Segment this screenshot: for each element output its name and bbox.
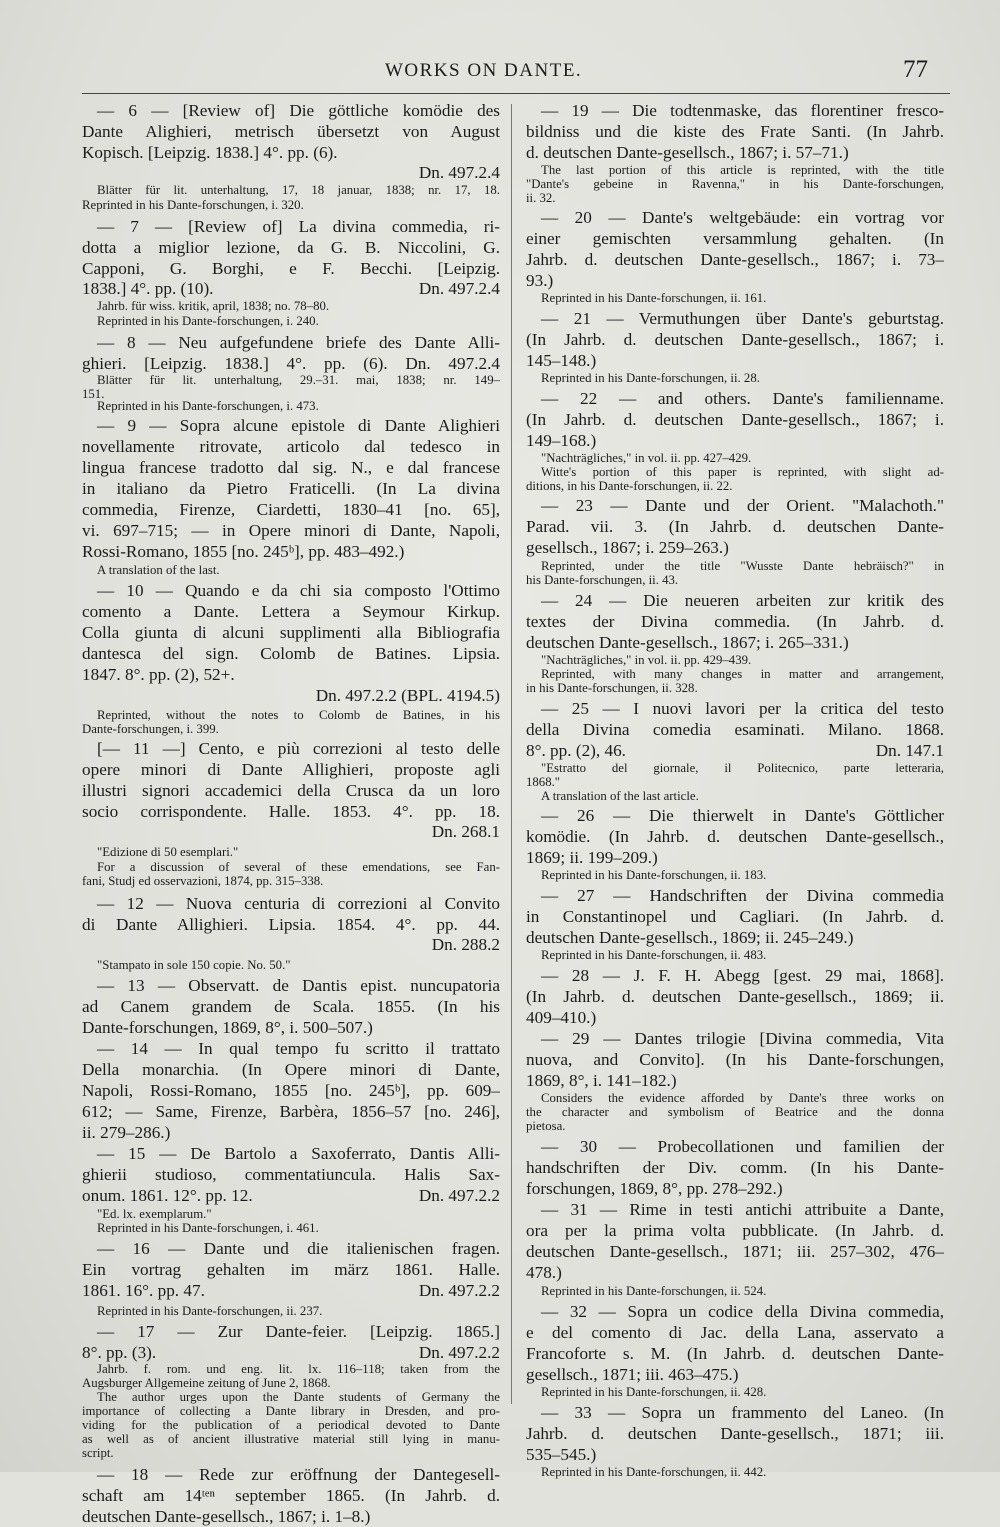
- entry-line: Dn. 288.2: [431, 935, 500, 954]
- entry-line: — 24 — Die neueren arbeiten zur kritik des: [541, 591, 944, 610]
- note-line: A translation of the last.: [97, 563, 220, 577]
- entry-line: 149–168.): [526, 431, 597, 450]
- entry-line: onum. 1861. 12°. pp. 12.: [82, 1186, 253, 1205]
- note-line: Jahrb. f. rom. und eng. lit. lx. 116–118; taken from the: [97, 1362, 500, 1376]
- entry-line: 1847. 8°. pp. (2), 52+.: [82, 665, 235, 684]
- note-line: Reprinted in his Dante-forschungen, i. 240.: [97, 314, 319, 328]
- note-line: 1868.": [526, 775, 561, 789]
- note-line: Reprinted, with many changes in matter and arrangement,: [541, 667, 944, 681]
- note-line: Reprinted in his Dante-forschungen, i. 461.: [97, 1221, 319, 1235]
- entry-line: bildniss und die kiste des Frate Santi. (In Jahrb.: [526, 122, 944, 141]
- entry-line: Kopisch. [Leipzig. 1838.] 4°. pp. (6).: [82, 143, 338, 162]
- entry-line: Dn. 497.2.2: [418, 1186, 500, 1205]
- note-line: "Nachträgliches," in vol. ii. pp. 427–429.: [541, 451, 752, 465]
- entry-line: e del comento di Jac. della Lana, asservato a: [526, 1323, 944, 1342]
- entry-line: — 29 — Dantes trilogie [Divina commedia, Vita: [541, 1029, 944, 1048]
- entry-line: (In Jahrb. d. deutschen Dante-gesellsch., 1867; i.: [526, 410, 944, 429]
- entry-line: handschriften der Div. comm. (In his Dante-: [526, 1158, 944, 1177]
- entry-line: 93.): [526, 271, 554, 290]
- entry-line: forschungen, 1869, 8°, pp. 278–292.): [526, 1179, 783, 1198]
- entry-line: — 28 — J. F. H. Abegg [gest. 29 mai, 1868].: [541, 966, 944, 985]
- entry-line: — 20 — Dante's weltgebäude: ein vortrag vor: [541, 208, 944, 227]
- entry-line: dotta a miglior lezione, da G. B. Niccolini, G.: [82, 238, 500, 257]
- entry-line: 8°. pp. (3).: [82, 1343, 157, 1362]
- column-divider: [511, 104, 512, 1404]
- entry-line: — 26 — Die thierwelt in Dante's Göttlicher: [541, 806, 944, 825]
- entry-line: Dante-forschungen, 1869, 8°, i. 500–507.): [82, 1018, 373, 1037]
- entry-line: [— 11 —] Cento, e più correzioni al testo delle: [97, 739, 500, 758]
- entry-line: opere minori di Dante Allighieri, proposte agli: [82, 760, 500, 779]
- entry-line: 1869, 8°, i. 141–182.): [526, 1071, 677, 1090]
- entry-line: — 21 — Vermuthungen über Dante's geburtstag.: [541, 309, 944, 328]
- note-line: ditions, in his Dante-forschungen, ii. 22.: [526, 479, 733, 493]
- note-line: Reprinted in his Dante-forschungen, ii. 428.: [541, 1385, 767, 1399]
- entry-line: (In Jahrb. d. deutschen Dante-gesellsch., 1867; i.: [526, 330, 944, 349]
- note-line: "Stampato in sole 150 copie. No. 50.": [97, 958, 291, 972]
- entry-line: gesellsch., 1867; i. 259–263.): [526, 538, 729, 557]
- entry-line: — 32 — Sopra un codice della Divina commedia,: [541, 1302, 944, 1321]
- entry-line: Dn. 497.2.2: [418, 1343, 500, 1362]
- entry-line: comento a Dante. Lettera a Seymour Kirkup.: [82, 602, 500, 621]
- header-rule: [82, 93, 950, 94]
- entry-line: komödie. (In Jahrb. d. deutschen Dante-gesellsch.,: [526, 827, 944, 846]
- entry-line: — 23 — Dante und der Orient. "Malachoth.": [541, 496, 944, 515]
- entry-line: Parad. vii. 3. (In Jahrb. d. deutschen Dante-: [526, 517, 944, 536]
- entry-line: Jahrb. d. deutschen Dante-gesellsch., 1871; iii.: [526, 1424, 944, 1443]
- note-line: Reprinted in his Dante-forschungen, ii. 483.: [541, 948, 767, 962]
- entry-line: dantesca del sign. Colomb de Batines. Lipsia.: [82, 644, 500, 663]
- entry-line: — 18 — Rede zur eröffnung der Dantegesell-: [97, 1465, 500, 1484]
- entry-line: d. deutschen Dante-gesellsch., 1867; i. 57–71.): [526, 143, 849, 162]
- entry-line: — 19 — Die todtenmaske, das florentiner fresco-: [541, 101, 944, 120]
- note-line: 151.: [82, 387, 105, 401]
- entry-line: della Divina comedia esaminati. Milano. 1868.: [526, 720, 944, 739]
- note-line: A translation of the last article.: [541, 789, 699, 803]
- note-line: Witte's portion of this paper is reprinted, with slight ad-: [541, 465, 944, 479]
- note-line: ii. 32.: [526, 191, 556, 205]
- note-line: "Ed. lx. exemplarum.": [97, 1207, 212, 1221]
- entry-line: — 30 — Probecollationen und familien der: [541, 1137, 944, 1156]
- entry-line: gesellsch., 1871; iii. 463–475.): [526, 1365, 739, 1384]
- note-line: "Dante's gebeine in Ravenna," in his Dante-forschungen,: [526, 177, 944, 191]
- note-line: Reprinted in his Dante-forschungen, ii. 442.: [541, 1465, 767, 1479]
- entry-line: — 27 — Handschriften der Divina commedia: [541, 886, 944, 905]
- entry-line: — 15 — De Bartolo a Saxoferrato, Dantis Alli-: [97, 1144, 500, 1163]
- entry-line: 8°. pp. (2), 46.: [526, 741, 626, 760]
- note-line: Augsburger Allgemeine zeitung of June 2, 1868.: [82, 1376, 331, 1390]
- note-line: Reprinted in his Dante-forschungen, ii. 237.: [97, 1304, 323, 1318]
- entry-line: — 8 — Neu aufgefundene briefe des Dante Alli-: [97, 333, 500, 352]
- entry-line: deutschen Dante-gesellsch., 1871; iii. 257–302, 476–: [526, 1242, 944, 1261]
- note-line: "Edizione di 50 esemplari.": [97, 845, 239, 859]
- entry-line: 535–545.): [526, 1445, 597, 1464]
- entry-line: Dn. 268.1: [431, 822, 500, 841]
- note-line: Reprinted in his Dante-forschungen, i. 320.: [82, 198, 304, 212]
- entry-line: ghierii studioso, commentatiuncula. Halis Sax-: [82, 1165, 500, 1184]
- note-line: Jahrb. für wiss. kritik, april, 1838; no. 78–80.: [97, 299, 330, 313]
- entry-line: nuova, and Convito]. (In his Dante-forschungen,: [526, 1050, 944, 1069]
- entry-line: Dante Alighieri, metrisch übersetzt von August: [82, 122, 500, 141]
- note-line: importance of collecting a Dante library in Dresden, and pro-: [82, 1404, 500, 1418]
- entry-line: ad Canem grandem de Scala. 1855. (In his: [82, 997, 500, 1016]
- entry-line: — 12 — Nuova centuria di correzioni al Convito: [97, 894, 500, 913]
- entry-line: — 25 — I nuovi lavori per la critica del testo: [541, 699, 944, 718]
- entry-line: Rossi-Romano, 1855 [no. 245ᵇ], pp. 483–492.): [82, 542, 405, 561]
- entry-line: — 14 — In qual tempo fu scritto il trattato: [97, 1039, 500, 1058]
- entry-line: deutschen Dante-gesellsch., 1867; i. 265–331.): [526, 633, 849, 652]
- entry-line: Napoli, Rossi-Romano, 1855 [no. 245ᵇ], pp. 609–: [82, 1081, 500, 1100]
- entry-line: deutschen Dante-gesellsch., 1867; i. 1–8.): [82, 1507, 371, 1526]
- entry-line: Dn. 147.1: [875, 741, 944, 760]
- entry-line: schaft am 14ᵗᵉⁿ september 1865. (In Jahrb. d.: [82, 1486, 500, 1505]
- entry-line: — 9 — Sopra alcune epistole di Dante Alighieri: [97, 416, 500, 435]
- entry-line: Capponi, G. Borghi, e F. Becchi. [Leipzig.: [82, 259, 500, 278]
- entry-line: 1861. 16°. pp. 47.: [82, 1281, 205, 1300]
- entry-line: 1838.] 4°. pp. (10).: [82, 279, 214, 298]
- entry-line: Dn. 497.2.4: [418, 163, 500, 182]
- entry-line: Della monarchia. (In Opere minori di Dante,: [82, 1060, 500, 1079]
- entry-line: ii. 279–286.): [82, 1123, 171, 1142]
- entry-line: lingua francese tradotto dal sig. N., e dal francese: [82, 458, 500, 477]
- entry-line: Dn. 497.2.2: [418, 1281, 500, 1300]
- note-line: The last portion of this article is reprinted, with the title: [541, 163, 944, 177]
- entry-line: einer gemischten versammlung gehalten. (In: [526, 229, 944, 248]
- entry-line: Ein vortrag gehalten im märz 1861. Halle.: [82, 1260, 500, 1279]
- entry-line: Jahrb. d. deutschen Dante-gesellsch., 1867; i. 73–: [526, 250, 944, 269]
- entry-line: illustri signori accademici della Crusca da un loro: [82, 781, 500, 800]
- note-line: script.: [82, 1446, 114, 1460]
- note-line: The author urges upon the Dante students of Germany the: [97, 1390, 500, 1404]
- note-line: Reprinted in his Dante-forschungen, i. 473.: [97, 399, 319, 413]
- page-number: 77: [903, 56, 928, 83]
- entry-line: in Constantinopel und Cagliari. (In Jahrb. d.: [526, 907, 944, 926]
- entry-line: deutschen Dante-gesellsch., 1869; ii. 245–249.): [526, 928, 854, 947]
- note-line: Reprinted in his Dante-forschungen, ii. 183.: [541, 868, 767, 882]
- note-line: Reprinted in his Dante-forschungen, ii. 161.: [541, 291, 767, 305]
- note-line: Blätter für lit. unterhaltung, 17, 18 januar, 1838; nr. 17, 18.: [97, 183, 500, 197]
- entry-line: textes der Divina commedia. (In Jahrb. d.: [526, 612, 944, 631]
- entry-line: Dn. 497.2.4: [418, 279, 500, 298]
- note-line: in his Dante-forschungen, ii. 328.: [526, 681, 698, 695]
- entry-line: 409–410.): [526, 1008, 597, 1027]
- entry-line: 1869; ii. 199–209.): [526, 848, 658, 867]
- entry-line: (In Jahrb. d. deutschen Dante-gesellsch., 1869; ii.: [526, 987, 944, 1006]
- entry-line: in italiano da Pietro Fraticelli. (In La divina: [82, 479, 500, 498]
- note-line: Dante-forschungen, i. 399.: [82, 722, 219, 736]
- note-line: fani, Studj ed osservazioni, 1874, pp. 315–338.: [82, 874, 324, 888]
- entry-line: ghieri. [Leipzig. 1838.] 4°. pp. (6). Dn. 497.2.4: [82, 354, 500, 373]
- entry-line: 145–148.): [526, 351, 597, 370]
- running-title: WORKS ON DANTE.: [385, 60, 583, 81]
- entry-line: — 31 — Rime in testi antichi attribuite a Dante,: [541, 1200, 944, 1219]
- note-line: pietosa.: [526, 1119, 566, 1133]
- entry-line: commedia, Firenze, Ciardetti, 1830–41 [no. 65],: [82, 500, 500, 519]
- entry-line: Dn. 497.2.2 (BPL. 4194.5): [315, 686, 500, 705]
- entry-line: — 16 — Dante und die italienischen fragen.: [97, 1239, 500, 1258]
- entry-line: ora per la prima volta pubblicate. (In Jahrb. d.: [526, 1221, 944, 1240]
- entry-line: 478.): [526, 1263, 562, 1282]
- note-line: Reprinted, without the notes to Colomb de Batines, in his: [97, 708, 500, 722]
- entry-line: 612; — Same, Firenze, Barbèra, 1856–57 [no. 246],: [82, 1102, 500, 1121]
- entry-line: socio corrispondente. Halle. 1853. 4°. pp. 18.: [82, 802, 500, 821]
- entry-line: — 33 — Sopra un frammento del Laneo. (In: [541, 1403, 944, 1422]
- note-line: the character and symbolism of Beatrice and the donna: [526, 1105, 944, 1119]
- entry-line: — 17 — Zur Dante-feier. [Leipzig. 1865.]: [97, 1322, 500, 1341]
- entry-line: di Dante Allighieri. Lipsia. 1854. 4°. pp. 44.: [82, 915, 500, 934]
- note-line: Reprinted, under the title "Wusste Dante hebräisch?" in: [541, 559, 944, 573]
- note-line: For a discussion of several of these emendations, see Fan-: [97, 860, 500, 874]
- entry-line: novellamente ritrovate, articolo dal tedesco in: [82, 437, 500, 456]
- note-line: Reprinted in his Dante-forschungen, ii. 28.: [541, 371, 760, 385]
- note-line: "Estratto del giornale, il Politecnico, parte letteraria,: [541, 761, 944, 775]
- note-line: viding for the publication of a periodical devoted to Dante: [82, 1418, 500, 1432]
- note-line: "Nachträgliches," in vol. ii. pp. 429–439.: [541, 653, 752, 667]
- note-line: Reprinted in his Dante-forschungen, ii. 524.: [541, 1284, 767, 1298]
- entry-line: — 10 — Quando e da chi sia composto l'Ottimo: [97, 581, 500, 600]
- note-line: Blätter für lit. unterhaltung, 29.–31. mai, 1838; nr. 149–: [97, 373, 500, 387]
- entry-line: Francoforte s. M. (In Jahrb. d. deutschen Dante-: [526, 1344, 944, 1363]
- note-line: as well as of ancient illustrative material still lying in manu-: [82, 1432, 500, 1446]
- entry-line: vi. 697–715; — in Opere minori di Dante, Napoli,: [82, 521, 500, 540]
- entry-line: — 22 — and others. Dante's familienname.: [541, 389, 944, 408]
- entry-line: — 6 — [Review of] Die göttliche komödie des: [97, 101, 500, 120]
- note-line: Considers the evidence afforded by Dante's three works on: [541, 1091, 944, 1105]
- entry-line: — 13 — Observatt. de Dantis epist. nuncupatoria: [97, 976, 500, 995]
- note-line: his Dante-forschungen, ii. 43.: [526, 573, 679, 587]
- entry-line: Colla giunta di alcuni supplimenti alla Bibliografia: [82, 623, 500, 642]
- entry-line: — 7 — [Review of] La divina commedia, ri-: [97, 217, 500, 236]
